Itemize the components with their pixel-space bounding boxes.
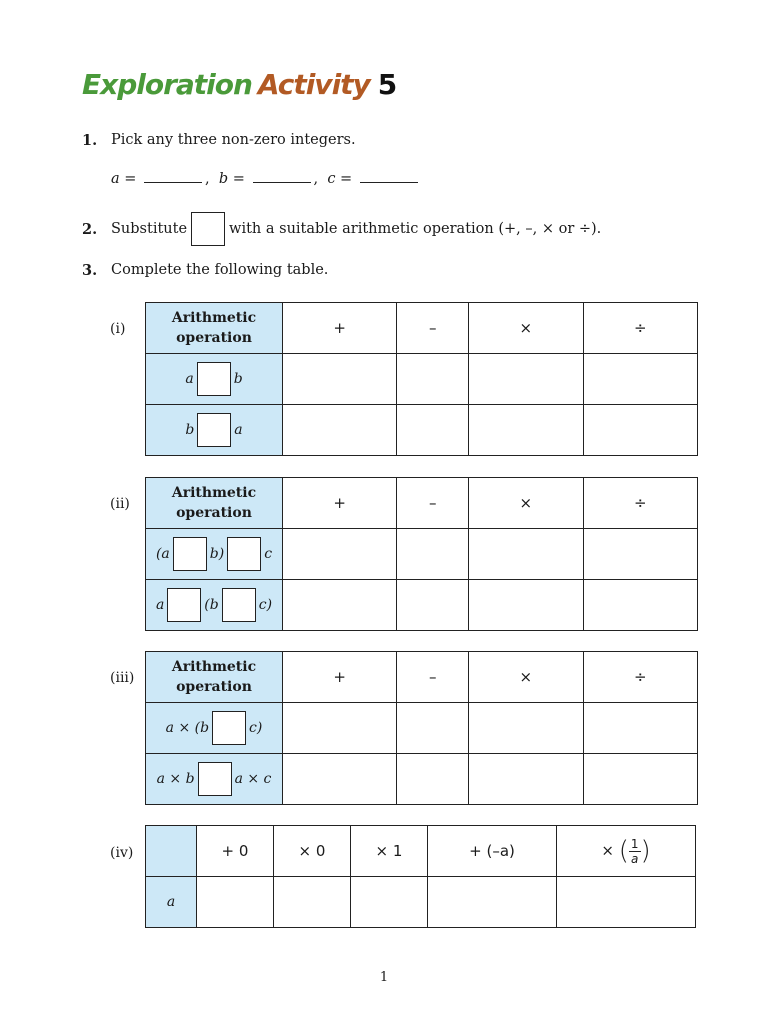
answer-cell[interactable]	[469, 529, 583, 580]
operation-box	[197, 413, 231, 447]
answer-cell[interactable]	[397, 703, 469, 754]
answer-cell[interactable]	[397, 405, 469, 456]
op-divide: ÷	[583, 478, 697, 529]
question-3-number: 3.	[82, 262, 98, 279]
op-minus: –	[397, 478, 469, 529]
answer-cell[interactable]	[428, 877, 557, 928]
answer-cell[interactable]	[469, 703, 583, 754]
answer-cell[interactable]	[197, 877, 274, 928]
op-divide: ÷	[583, 303, 697, 354]
op-times-zero: × 0	[274, 826, 351, 877]
op-minus: –	[397, 652, 469, 703]
table-header-cell: Arithmetic operation	[146, 478, 283, 529]
answer-cell[interactable]	[283, 580, 397, 631]
answer-cell[interactable]	[397, 754, 469, 805]
fraction-one-over-a: $\frac{1}{a}$	[630, 836, 639, 866]
table-header-cell: Arithmetic operation	[146, 652, 283, 703]
operation-box	[212, 711, 246, 745]
answer-cell[interactable]	[583, 354, 697, 405]
answer-cell[interactable]	[351, 877, 428, 928]
row-expression: (a b) c	[146, 529, 283, 580]
answer-cell[interactable]	[397, 580, 469, 631]
operation-box	[227, 537, 261, 571]
question-1-blanks: a = , b = , c =	[111, 170, 421, 187]
answer-cell[interactable]	[469, 580, 583, 631]
answer-cell[interactable]	[469, 754, 583, 805]
op-times-one: × 1	[351, 826, 428, 877]
answer-cell[interactable]	[397, 354, 469, 405]
page-number: 1	[379, 970, 389, 985]
operation-box	[173, 537, 207, 571]
op-plus-neg-a: + (–a)	[428, 826, 557, 877]
op-minus: –	[397, 303, 469, 354]
operation-box	[167, 588, 201, 622]
answer-cell[interactable]	[469, 405, 583, 456]
answer-cell[interactable]	[283, 529, 397, 580]
blank-c[interactable]	[360, 170, 418, 183]
question-1-text: Pick any three non-zero integers.	[111, 132, 356, 148]
answer-cell[interactable]	[583, 580, 697, 631]
answer-cell[interactable]	[283, 354, 397, 405]
answer-cell[interactable]	[557, 877, 696, 928]
operation-box	[222, 588, 256, 622]
op-times: ×	[469, 478, 583, 529]
answer-cell[interactable]	[274, 877, 351, 928]
activity-title	[82, 68, 396, 101]
answer-cell[interactable]	[583, 754, 697, 805]
row-expression: a (b c)	[146, 580, 283, 631]
title-number: 5	[377, 68, 397, 101]
answer-cell[interactable]	[397, 529, 469, 580]
question-2-number: 2.	[82, 221, 98, 238]
op-times: ×	[469, 303, 583, 354]
question-2-text: Substitute with a suitable arithmetic operation (+, –, × or ÷).	[111, 212, 601, 246]
var-b-label: b =	[218, 171, 245, 187]
title-word-exploration: Exploration	[82, 68, 252, 101]
operation-box	[191, 212, 225, 246]
row-label-a: a	[146, 877, 197, 928]
op-plus: +	[283, 478, 397, 529]
table-iii	[145, 651, 698, 805]
blank-b[interactable]	[253, 170, 311, 183]
table-iv-label: (iv)	[110, 845, 134, 861]
table-iii-label: (iii)	[110, 670, 135, 686]
operation-box	[197, 362, 231, 396]
question-1-number: 1.	[82, 132, 98, 149]
answer-cell[interactable]	[283, 703, 397, 754]
corner-cell	[146, 826, 197, 877]
answer-cell[interactable]	[283, 405, 397, 456]
var-c-label: c =	[327, 171, 353, 187]
var-a-label: a =	[111, 171, 137, 187]
question-3-text: Complete the following table.	[111, 262, 329, 278]
answer-cell[interactable]	[283, 754, 397, 805]
answer-cell[interactable]	[583, 405, 697, 456]
table-header-cell: Arithmetic operation	[146, 303, 283, 354]
answer-cell[interactable]	[583, 703, 697, 754]
op-plus: +	[283, 652, 397, 703]
table-ii	[145, 477, 698, 631]
table-i	[145, 302, 698, 456]
answer-cell[interactable]	[583, 529, 697, 580]
row-expression: a × b a × c	[146, 754, 283, 805]
row-expression: a b	[146, 354, 283, 405]
answer-cell[interactable]	[469, 354, 583, 405]
blank-a[interactable]	[144, 170, 202, 183]
table-iv	[145, 825, 696, 928]
table-ii-label: (ii)	[110, 496, 130, 512]
op-times: ×	[469, 652, 583, 703]
op-plus-zero: + 0	[197, 826, 274, 877]
row-expression: a × (b c)	[146, 703, 283, 754]
op-divide: ÷	[583, 652, 697, 703]
op-plus: +	[283, 303, 397, 354]
row-expression: b a	[146, 405, 283, 456]
title-word-activity: Activity	[257, 68, 370, 101]
op-times-reciprocal: × ( $\frac{1}{a}$ )	[557, 826, 696, 877]
operation-box	[198, 762, 232, 796]
table-i-label: (i)	[110, 321, 126, 337]
